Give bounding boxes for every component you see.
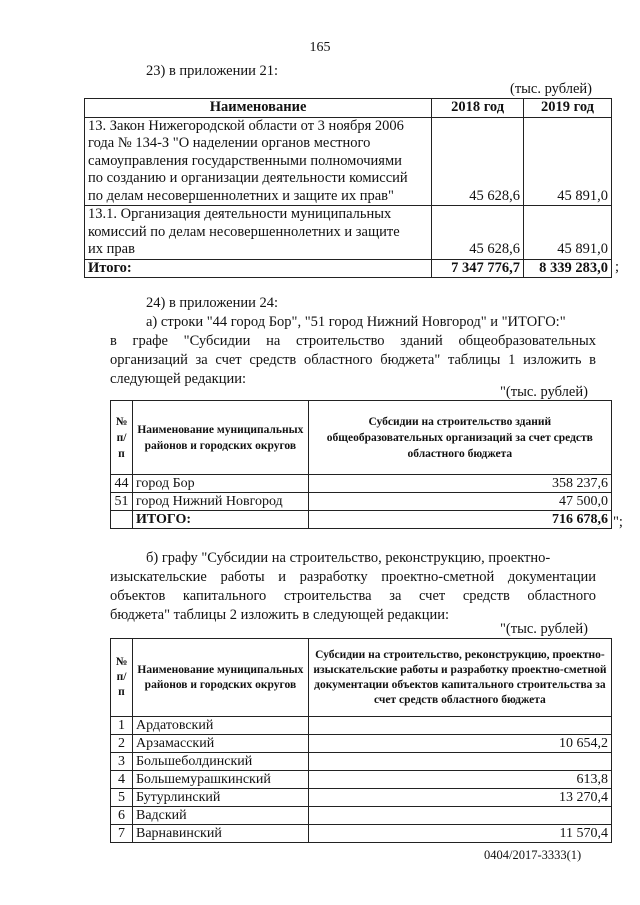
column-header: Наименование муниципальных районов и городских округов (132, 639, 308, 717)
para-b-line: изыскательские работы и разработку проектно-сметной документации (110, 569, 596, 585)
unit-label: "(тыс. рублей) (500, 384, 588, 400)
column-header: 2018 год (432, 99, 524, 118)
row-number: 44 (111, 475, 133, 493)
table-2 (110, 638, 612, 843)
row-number: 5 (111, 789, 133, 807)
name-line: по делам несовершеннолетних и защите их прав" (88, 187, 394, 204)
row-number: 6 (111, 807, 133, 825)
row-name: Вадский (132, 807, 308, 825)
total-suffix: "; (613, 514, 623, 530)
para-a-line: организаций за счет средств областного бюджета" таблицы 1 изложить в (110, 352, 596, 368)
table-row (111, 771, 612, 789)
column-header: Субсидии на строительство зданий общеобразовательных организаций за счет средств областного бюджета (308, 401, 611, 475)
value-2019: 45 891,0 (524, 206, 612, 260)
name-line: комиссий по делам несовершеннолетних и защите (88, 223, 400, 240)
row-value: 11 570,4 (308, 825, 611, 843)
table-row (111, 807, 612, 825)
column-header: Наименование муниципальных районов и городских округов (132, 401, 308, 475)
row-value: 47 500,0 (308, 493, 611, 511)
table-row (111, 475, 612, 493)
name-line: самоуправления государственными полномочиями (88, 152, 402, 169)
row-value: 13 270,4 (308, 789, 611, 807)
section-23-heading: 23) в приложении 21: (146, 63, 279, 79)
total-suffix: ; (615, 259, 620, 275)
total-row (85, 259, 612, 278)
table-1 (110, 400, 612, 529)
para-a-line: а) строки "44 город Бор", "51 город Нижний Новгород" и "ИТОГО:" (146, 314, 566, 330)
table-row (111, 735, 612, 753)
table-row (111, 789, 612, 807)
row-number: 2 (111, 735, 133, 753)
row-name: Большемурашкинский (132, 771, 308, 789)
table-row (111, 825, 612, 843)
total-label: ИТОГО: (132, 511, 308, 529)
table-row (111, 753, 612, 771)
value-2018: 45 628,6 (432, 206, 524, 260)
table-row (111, 717, 612, 735)
table-header-row (111, 401, 612, 475)
unit-label: (тыс. рублей) (510, 81, 592, 97)
row-name (85, 117, 432, 206)
footer-code: 0404/2017-3333(1) (484, 848, 582, 862)
row-value (308, 717, 611, 735)
row-number: 3 (111, 753, 133, 771)
total-value: 716 678,6 (308, 511, 611, 529)
column-header: Субсидии на строительство, реконструкцию, проектно-изыскательские работы и разработку проектно-сметной документации объектов капитального строительства за счет средств областного бюджета (308, 639, 611, 717)
para-b-line: объектов капитального строительства за счет средств областного (110, 588, 596, 604)
table-header-row (85, 99, 612, 118)
value-2019: 45 891,0 (524, 117, 612, 206)
row-number: 7 (111, 825, 133, 843)
row-value (308, 753, 611, 771)
row-value: 613,8 (308, 771, 611, 789)
para-a-line: в графе "Субсидии на строительство зданий общеобразовательных (110, 333, 596, 349)
table-header-row (111, 639, 612, 717)
row-number (111, 511, 133, 529)
row-name: Арзамасский (132, 735, 308, 753)
column-header: 2019 год (524, 99, 612, 118)
value-2018: 45 628,6 (432, 117, 524, 206)
para-b-line: бюджета" таблицы 2 изложить в следующей редакции: (110, 607, 450, 623)
table-row (85, 206, 612, 260)
name-line: по созданию и организации деятельности комиссий (88, 170, 408, 186)
row-value: 358 237,6 (308, 475, 611, 493)
total-2018: 7 347 776,7 (432, 259, 524, 278)
total-row (111, 511, 612, 529)
column-header: № п/п (111, 401, 133, 475)
row-number: 1 (111, 717, 133, 735)
total-2019: 8 339 283,0 (524, 259, 612, 278)
table-row (85, 117, 612, 206)
appendix-21-table (84, 98, 612, 278)
section-24-heading: 24) в приложении 24: (146, 295, 279, 311)
name-line: 13. Закон Нижегородской области от 3 ноября 2006 (88, 117, 404, 134)
row-value: 10 654,2 (308, 735, 611, 753)
row-name: Ардатовский (132, 717, 308, 735)
row-name: Бутурлинский (132, 789, 308, 807)
table-row (111, 493, 612, 511)
unit-label: "(тыс. рублей) (500, 621, 588, 637)
page-number: 165 (309, 40, 331, 55)
row-number: 4 (111, 771, 133, 789)
row-name (85, 206, 432, 260)
row-number: 51 (111, 493, 133, 511)
para-b-line: б) графу "Субсидии на строительство, реконструкцию, проектно- (146, 550, 551, 566)
para-a-line: следующей редакции: (110, 371, 247, 387)
name-line: 13.1. Организация деятельности муниципальных (88, 206, 392, 222)
row-name: город Бор (132, 475, 308, 493)
column-header: Наименование (85, 99, 432, 118)
row-name: Варнавинский (132, 825, 308, 843)
column-header: № п/п (111, 639, 133, 717)
total-label: Итого: (85, 259, 432, 278)
name-line: года № 134-З "О наделении органов местного (88, 135, 371, 151)
row-name: Большеболдинский (132, 753, 308, 771)
row-value (308, 807, 611, 825)
name-line: их прав (88, 241, 135, 257)
row-name: город Нижний Новгород (132, 493, 308, 511)
